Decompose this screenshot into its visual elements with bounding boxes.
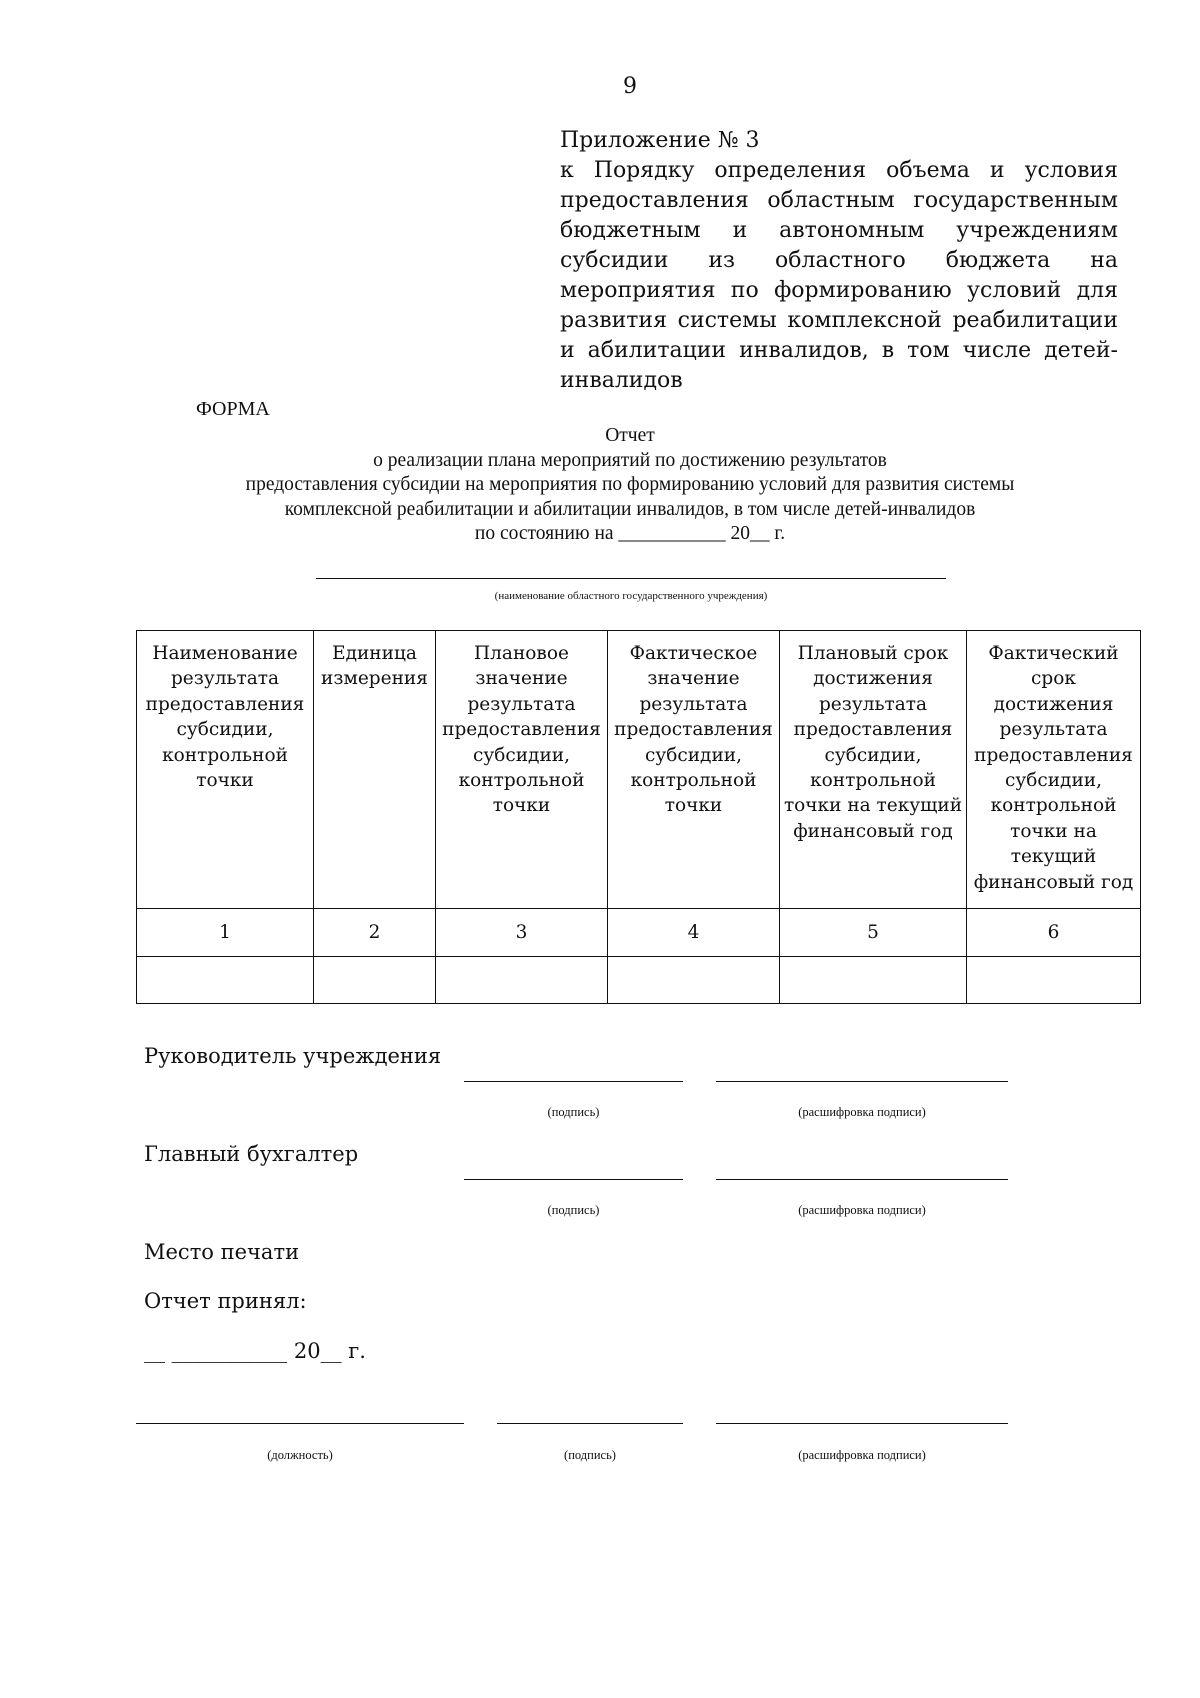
- report-heading: [130, 424, 1130, 547]
- acceptor-decode-caption: (расшифровка подписи): [798, 1448, 926, 1462]
- table-cell[interactable]: [780, 957, 967, 1004]
- report-subtitle-line-1: о реализации плана мероприятий по достижению результатов: [373, 449, 887, 471]
- report-title: Отчет: [605, 425, 655, 446]
- table-cell[interactable]: [436, 957, 608, 1004]
- appendix-body: к Порядку определения объема и условия предоставления областным государственным бюджетным и автономным учреждениям субсидии из областного бюджета на мероприятия по формированию условий для развития системы комплексной реабилитации и абилитации инвалидов, в том числе детей-инвалидов: [560, 158, 1118, 393]
- column-header: Наименование результата предоставления субсидии, контрольной точки: [137, 631, 314, 909]
- appendix-block: [560, 126, 1118, 396]
- head-of-institution-label: Руководитель учреждения: [144, 1044, 442, 1068]
- accountant-signature-caption: (подпись): [547, 1203, 600, 1217]
- column-header: Фактическое значение результата предоставления субсидии, контрольной точки: [608, 631, 780, 909]
- results-table: [136, 630, 1141, 1004]
- position-field[interactable]: [136, 1423, 464, 1424]
- position-caption: (должность): [267, 1448, 333, 1462]
- appendix-title: Приложение № 3: [560, 128, 760, 153]
- acceptor-signature-caption: (подпись): [564, 1448, 616, 1462]
- column-header: Фактический срок достижения результата предоставления субсидии, контрольной точки на текущий финансовый год: [967, 631, 1141, 909]
- form-label: ФОРМА: [196, 398, 270, 420]
- table-header-row: [137, 631, 1141, 909]
- report-subtitle-line-2: предоставления субсидии на мероприятия по формированию условий для развития системы: [245, 474, 1015, 495]
- accountant-signature-field[interactable]: [464, 1179, 683, 1180]
- table-cell[interactable]: [137, 957, 314, 1004]
- accountant-signature-decode-field[interactable]: [716, 1179, 1008, 1180]
- acceptor-signature-decode-field[interactable]: [716, 1423, 1008, 1424]
- organization-name-field[interactable]: [316, 578, 946, 579]
- head-signature-decode-field[interactable]: [716, 1081, 1008, 1082]
- column-number: 3: [436, 909, 608, 957]
- report-date-line: по состоянию на ___________ 20__ г.: [474, 523, 786, 544]
- column-number-row: [137, 909, 1141, 957]
- column-header: Единица измерения: [314, 631, 436, 909]
- page-number: 9: [623, 74, 637, 99]
- report-subtitle-line-3: комплексной реабилитации и абилитации инвалидов, в том числе детей-инвалидов: [284, 498, 976, 520]
- accountant-decode-caption: (расшифровка подписи): [798, 1203, 926, 1217]
- column-header: Плановый срок достижения результата предоставления субсидии, контрольной точки на текущий финансовый год: [780, 631, 967, 909]
- stamp-place-label: Место печати: [144, 1240, 300, 1264]
- column-number: 1: [137, 909, 314, 957]
- column-number: 4: [608, 909, 780, 957]
- table-row: [137, 957, 1141, 1004]
- table-cell[interactable]: [608, 957, 780, 1004]
- head-signature-caption: (подпись): [547, 1105, 600, 1119]
- column-number: 5: [780, 909, 967, 957]
- table-cell[interactable]: [314, 957, 436, 1004]
- chief-accountant-label: Главный бухгалтер: [144, 1142, 359, 1166]
- head-decode-caption: (расшифровка подписи): [798, 1105, 926, 1119]
- acceptance-date-line: __ ___________ 20__ г.: [144, 1339, 366, 1363]
- column-number: 6: [967, 909, 1141, 957]
- column-header: Плановое значение результата предоставления субсидии, контрольной точки: [436, 631, 608, 909]
- column-number: 2: [314, 909, 436, 957]
- table-cell[interactable]: [967, 957, 1141, 1004]
- acceptor-signature-field[interactable]: [497, 1423, 683, 1424]
- organization-name-caption: (наименование областного государственного учреждения): [494, 590, 768, 602]
- report-accepted-label: Отчет принял:: [144, 1289, 307, 1313]
- head-signature-field[interactable]: [464, 1081, 683, 1082]
